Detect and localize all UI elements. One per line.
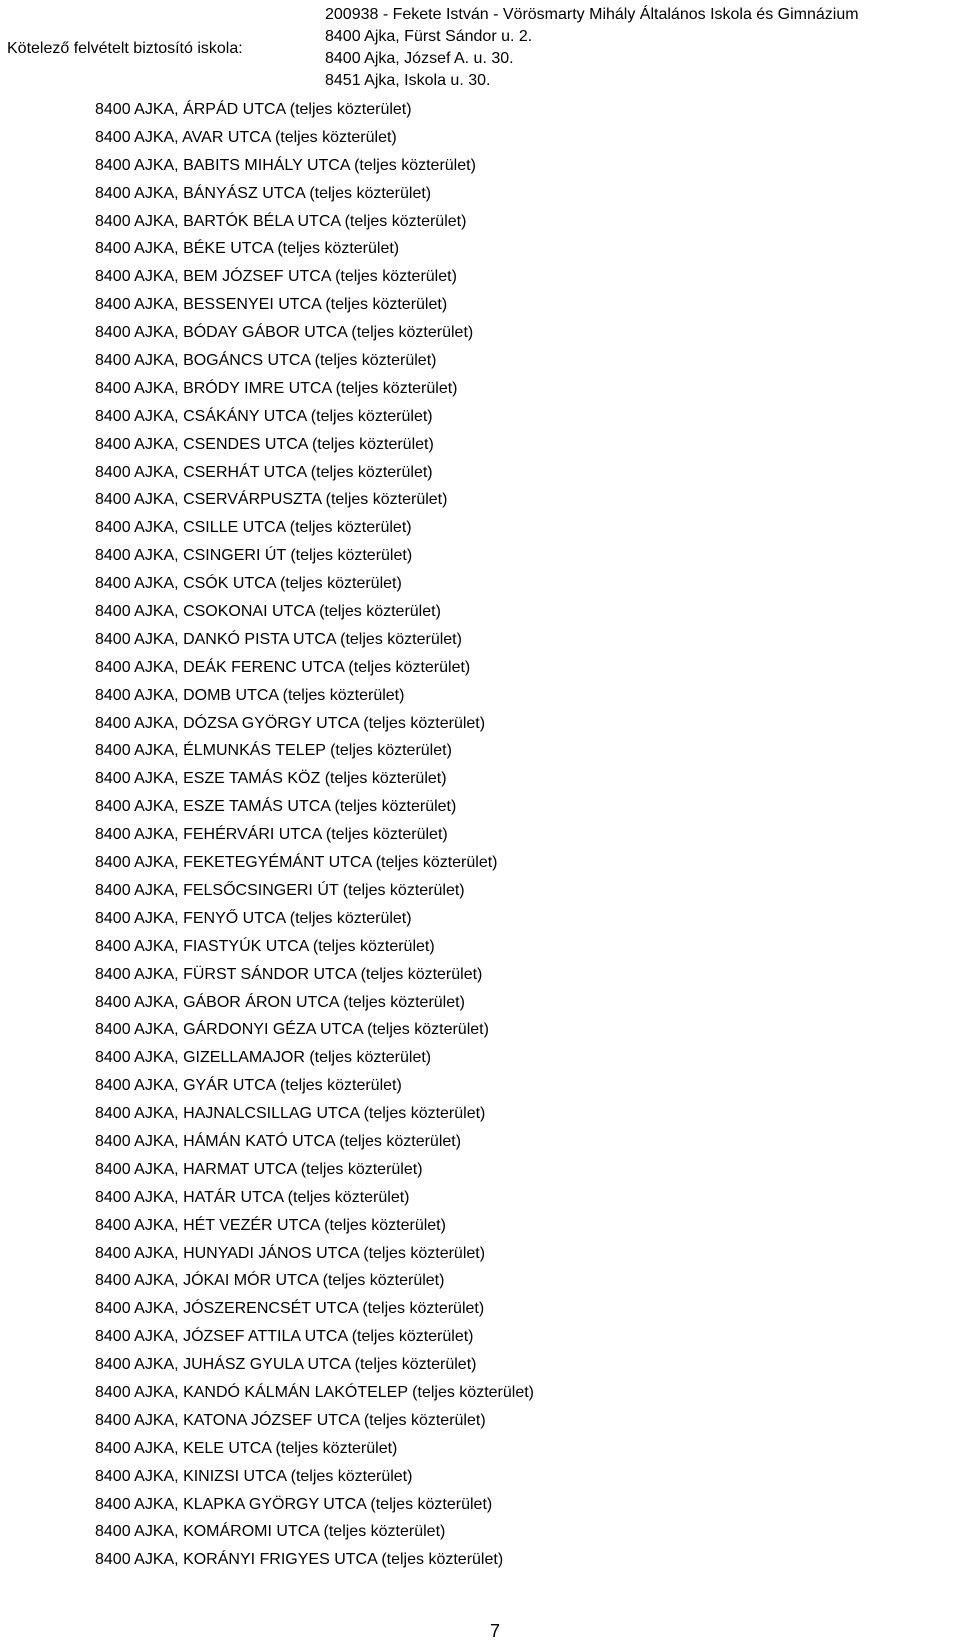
street-list-item: 8400 AJKA, FEKETEGYÉMÁNT UTCA (teljes közterület) [95,854,498,872]
school-address: 8451 Ajka, Iskola u. 30. [325,72,491,89]
street-list-item: 8400 AJKA, CSERVÁRPUSZTA (teljes közterület) [95,491,448,509]
street-list-item: 8400 AJKA, FIASTYÚK UTCA (teljes közterület) [95,937,435,955]
street-list-item: 8400 AJKA, HÁMÁN KATÓ UTCA (teljes közterület) [95,1132,462,1150]
page-number: 7 [490,1621,501,1641]
header-label: Kötelező felvételt biztosító iskola: [7,40,243,57]
street-list-item: 8400 AJKA, HAJNALCSILLAG UTCA (teljes közterület) [95,1105,486,1123]
street-list-item: 8400 AJKA, HUNYADI JÁNOS UTCA (teljes közterület) [95,1244,486,1262]
street-list-item: 8400 AJKA, DEÁK FERENC UTCA (teljes közterület) [95,658,471,676]
street-list-item: 8400 AJKA, GÁBOR ÁRON UTCA (teljes közterület) [95,993,465,1011]
street-list-item: 8400 AJKA, KINIZSI UTCA (teljes közterület) [95,1467,413,1485]
street-list-item: 8400 AJKA, KELE UTCA (teljes közterület) [95,1439,398,1457]
street-list-item: 8400 AJKA, BRÓDY IMRE UTCA (teljes közterület) [95,379,458,397]
street-list-item: 8400 AJKA, DÓZSA GYÖRGY UTCA (teljes közterület) [95,714,486,732]
street-list-item: 8400 AJKA, GIZELLAMAJOR (teljes közterület) [95,1049,432,1067]
street-list-item: 8400 AJKA, GÁRDONYI GÉZA UTCA (teljes közterület) [95,1021,489,1039]
street-list-item: 8400 AJKA, ÁRPÁD UTCA (teljes közterület) [95,101,412,118]
street-list-item: 8400 AJKA, ÉLMUNKÁS TELEP (teljes közterület) [95,742,452,760]
street-list-item: 8400 AJKA, JUHÁSZ GYULA UTCA (teljes közterület) [95,1356,477,1374]
street-list-item: 8400 AJKA, GYÁR UTCA (teljes közterület) [95,1077,402,1095]
street-list-item: 8400 AJKA, BABITS MIHÁLY UTCA (teljes közterület) [95,156,476,174]
street-list-item: 8400 AJKA, KANDÓ KÁLMÁN LAKÓTELEP (teljes közterület) [95,1383,534,1401]
street-list-item: 8400 AJKA, KORÁNYI FRIGYES UTCA (teljes közterület) [95,1551,504,1569]
street-list-item: 8400 AJKA, CSÁKÁNY UTCA (teljes közterület) [95,407,433,425]
street-list-item: 8400 AJKA, BEM JÓZSEF UTCA (teljes közterület) [95,268,457,286]
street-list-item: 8400 AJKA, BÓDAY GÁBOR UTCA (teljes közterület) [95,324,474,342]
street-list-item: 8400 AJKA, BÉKE UTCA (teljes közterület) [95,240,400,258]
street-list-item: 8400 AJKA, KATONA JÓZSEF UTCA (teljes közterület) [95,1411,486,1429]
street-list-item: 8400 AJKA, JÓKAI MÓR UTCA (teljes közterület) [95,1272,445,1290]
street-list-item: 8400 AJKA, BÁNYÁSZ UTCA (teljes közterület) [95,184,432,202]
street-list-item: 8400 AJKA, KOMÁROMI UTCA (teljes közterület) [95,1523,446,1541]
street-list-item: 8400 AJKA, BESSENYEI UTCA (teljes közterület) [95,296,448,314]
street-list-item: 8400 AJKA, CSOKONAI UTCA (teljes közterület) [95,603,441,621]
street-list-item: 8400 AJKA, FENYŐ UTCA (teljes közterület) [95,909,412,927]
street-list-item: 8400 AJKA, DANKÓ PISTA UTCA (teljes közterület) [95,630,462,648]
street-list-item: 8400 AJKA, KLAPKA GYÖRGY UTCA (teljes közterület) [95,1495,493,1513]
street-list-item: 8400 AJKA, DOMB UTCA (teljes közterület) [95,686,405,704]
street-list-item: 8400 AJKA, HARMAT UTCA (teljes közterület) [95,1160,423,1178]
school-address: 8400 Ajka, Fürst Sándor u. 2. [325,28,533,45]
street-list-item: 8400 AJKA, HÉT VEZÉR UTCA (teljes közterület) [95,1216,446,1234]
street-list-item: 8400 AJKA, BARTÓK BÉLA UTCA (teljes közterület) [95,212,467,230]
school-name: 200938 - Fekete István - Vörösmarty Mihály Általános Iskola és Gimnázium [325,6,859,23]
street-list-item: 8400 AJKA, CSERHÁT UTCA (teljes közterület) [95,463,433,481]
school-address: 8400 Ajka, József A. u. 30. [325,50,514,67]
street-list-item: 8400 AJKA, ESZE TAMÁS KÖZ (teljes közterület) [95,770,447,788]
street-list-item: 8400 AJKA, AVAR UTCA (teljes közterület) [95,128,397,146]
street-list-item: 8400 AJKA, CSENDES UTCA (teljes közterület) [95,435,434,453]
street-list-item: 8400 AJKA, JÓZSEF ATTILA UTCA (teljes közterület) [95,1328,474,1346]
street-list-item: 8400 AJKA, CSILLE UTCA (teljes közterület) [95,519,412,537]
street-list-item: 8400 AJKA, FELSŐCSINGERI ÚT (teljes közterület) [95,881,465,899]
street-list-item: 8400 AJKA, CSINGERI ÚT (teljes közterület) [95,547,413,565]
street-list-item: 8400 AJKA, HATÁR UTCA (teljes közterület) [95,1188,410,1206]
street-list-item: 8400 AJKA, ESZE TAMÁS UTCA (teljes közterület) [95,798,457,816]
street-list-item: 8400 AJKA, FÜRST SÁNDOR UTCA (teljes közterület) [95,965,483,983]
street-list-item: 8400 AJKA, FEHÉRVÁRI UTCA (teljes közterület) [95,826,448,844]
street-list-item: 8400 AJKA, JÓSZERENCSÉT UTCA (teljes közterület) [95,1300,485,1318]
street-list-item: 8400 AJKA, BOGÁNCS UTCA (teljes közterület) [95,352,437,370]
street-list-item: 8400 AJKA, CSÓK UTCA (teljes közterület) [95,575,402,593]
street-list [95,99,534,1577]
